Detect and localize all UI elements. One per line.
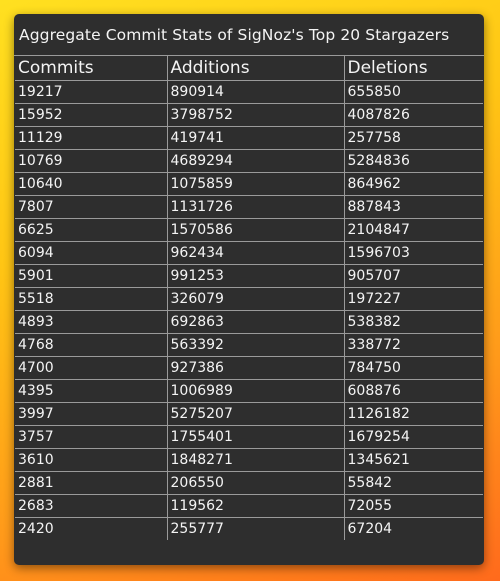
additions-cell: 962434: [167, 242, 344, 265]
additions-cell: 991253: [167, 265, 344, 288]
additions-cell: 563392: [167, 334, 344, 357]
table-row: [15, 242, 483, 265]
table-row: [15, 81, 483, 104]
commits-cell: 4395: [15, 380, 167, 403]
commits-cell: 10769: [15, 150, 167, 173]
deletions-cell: 1679254: [344, 426, 483, 449]
commits-cell: 6094: [15, 242, 167, 265]
additions-cell: 4689294: [167, 150, 344, 173]
table-title: Aggregate Commit Stats of SigNoz's Top 20 Stargazers: [14, 14, 484, 56]
table-row: [15, 173, 483, 196]
commits-cell: 2881: [15, 472, 167, 495]
additions-cell: 3798752: [167, 104, 344, 127]
deletions-cell: 5284836: [344, 150, 483, 173]
deletions-cell: 1345621: [344, 449, 483, 472]
table-body: [15, 81, 483, 541]
commits-cell: 19217: [15, 81, 167, 104]
table-row: [15, 219, 483, 242]
deletions-cell: 887843: [344, 196, 483, 219]
deletions-cell: 864962: [344, 173, 483, 196]
table-row: [15, 265, 483, 288]
table-row: [15, 495, 483, 518]
table-row: [15, 449, 483, 472]
table-row: [15, 518, 483, 541]
deletions-cell: 2104847: [344, 219, 483, 242]
commits-cell: 15952: [15, 104, 167, 127]
header-row: [15, 56, 483, 81]
additions-cell: 1755401: [167, 426, 344, 449]
deletions-cell: 338772: [344, 334, 483, 357]
table-row: [15, 127, 483, 150]
table-row: [15, 357, 483, 380]
deletions-cell: 55842: [344, 472, 483, 495]
deletions-cell: 538382: [344, 311, 483, 334]
table-row: [15, 403, 483, 426]
additions-cell: 119562: [167, 495, 344, 518]
column-header-deletions: Deletions: [344, 56, 483, 81]
commits-cell: 11129: [15, 127, 167, 150]
column-header-additions: Additions: [167, 56, 344, 81]
table-row: [15, 150, 483, 173]
deletions-cell: 655850: [344, 81, 483, 104]
deletions-cell: 67204: [347, 521, 393, 537]
deletions-cell: 1596703: [344, 242, 483, 265]
table-row: [15, 311, 483, 334]
commits-cell: 10640: [15, 173, 167, 196]
table-row: [15, 288, 483, 311]
commits-cell: 4768: [15, 334, 167, 357]
additions-cell: 326079: [167, 288, 344, 311]
stats-table: [15, 56, 483, 540]
table-row: [15, 472, 483, 495]
additions-cell: 419741: [167, 127, 344, 150]
deletions-cell: 1126182: [344, 403, 483, 426]
additions-cell: 1006989: [167, 380, 344, 403]
table-row: [15, 426, 483, 449]
table-row: [15, 334, 483, 357]
commits-cell: 4700: [15, 357, 167, 380]
table-row: [15, 380, 483, 403]
additions-cell: 890914: [167, 81, 344, 104]
commits-cell: 7807: [15, 196, 167, 219]
deletions-cell: 905707: [344, 265, 483, 288]
deletions-cell: 784750: [344, 357, 483, 380]
commits-cell: 3610: [15, 449, 167, 472]
commits-cell: 5901: [15, 265, 167, 288]
table-row: [15, 196, 483, 219]
commits-cell: 6625: [15, 219, 167, 242]
commits-cell: 3997: [15, 403, 167, 426]
additions-cell: 692863: [167, 311, 344, 334]
additions-cell: 1075859: [167, 173, 344, 196]
commits-cell: 2420: [15, 518, 167, 541]
deletions-cell: 72055: [344, 495, 483, 518]
column-header-commits: Commits: [15, 56, 167, 81]
stats-card: [14, 14, 484, 565]
additions-cell: 5275207: [167, 403, 344, 426]
additions-cell: 206550: [167, 472, 344, 495]
deletions-cell: 4087826: [344, 104, 483, 127]
table-row: [15, 104, 483, 127]
deletions-cell: 197227: [344, 288, 483, 311]
deletions-cell: 257758: [344, 127, 483, 150]
deletions-cell: 608876: [344, 380, 483, 403]
additions-cell: 1131726: [167, 196, 344, 219]
additions-cell: 255777: [167, 518, 344, 541]
commits-cell: 2683: [15, 495, 167, 518]
commits-cell: 3757: [15, 426, 167, 449]
additions-cell: 1848271: [167, 449, 344, 472]
additions-cell: 927386: [167, 357, 344, 380]
commits-cell: 5518: [15, 288, 167, 311]
commits-cell: 4893: [15, 311, 167, 334]
additions-cell: 1570586: [167, 219, 344, 242]
